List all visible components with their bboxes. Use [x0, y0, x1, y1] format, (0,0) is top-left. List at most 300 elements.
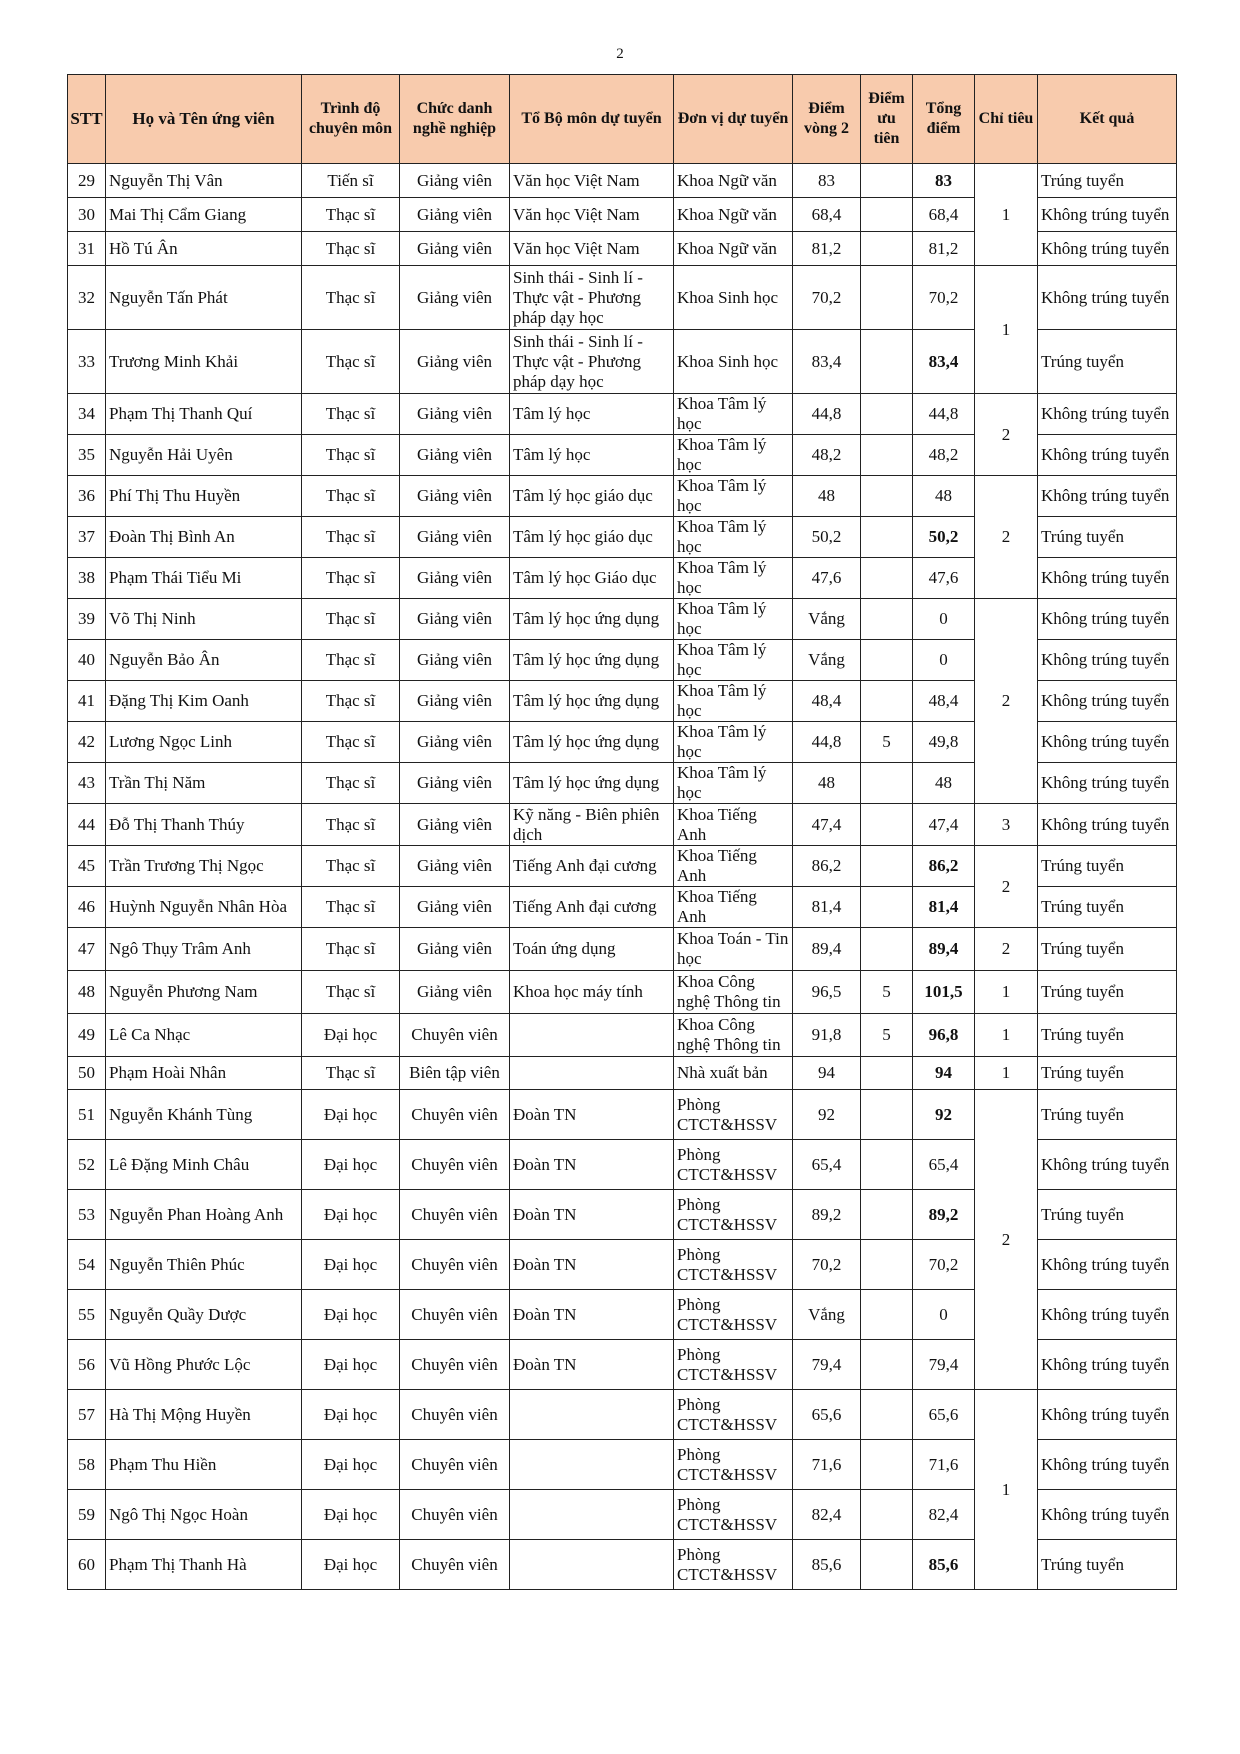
- cell-title: Giảng viên: [400, 232, 510, 266]
- cell-degree: Đại học: [302, 1540, 400, 1590]
- cell-degree: Thạc sĩ: [302, 599, 400, 640]
- cell-total: 83,4: [913, 330, 975, 394]
- cell-subject: Tiếng Anh đại cương: [510, 887, 674, 928]
- cell-score-round2: 71,6: [793, 1440, 861, 1490]
- header-quota: Chỉ tiêu: [975, 75, 1038, 164]
- cell-total: 94: [913, 1057, 975, 1090]
- cell-score-round2: 91,8: [793, 1014, 861, 1057]
- cell-score-round2: 44,8: [793, 394, 861, 435]
- cell-degree: Thạc sĩ: [302, 1057, 400, 1090]
- cell-score-round2: 48: [793, 763, 861, 804]
- cell-name: Đỗ Thị Thanh Thúy: [106, 804, 302, 846]
- cell-result: Không trúng tuyển: [1038, 599, 1177, 640]
- cell-name: Nguyễn Hải Uyên: [106, 435, 302, 476]
- cell-title: Chuyên viên: [400, 1140, 510, 1190]
- cell-score-round2: 86,2: [793, 846, 861, 887]
- cell-total: 48: [913, 763, 975, 804]
- cell-title: Chuyên viên: [400, 1014, 510, 1057]
- cell-subject: Tiếng Anh đại cương: [510, 846, 674, 887]
- cell-degree: Thạc sĩ: [302, 558, 400, 599]
- cell-score-round2: 79,4: [793, 1340, 861, 1390]
- cell-subject: Tâm lý học ứng dụng: [510, 722, 674, 763]
- cell-total: 70,2: [913, 266, 975, 330]
- header-total: Tổng điểm: [913, 75, 975, 164]
- cell-bonus: [861, 394, 913, 435]
- cell-subject: Đoàn TN: [510, 1240, 674, 1290]
- cell-degree: Thạc sĩ: [302, 435, 400, 476]
- cell-name: Ngô Thị Ngọc Hoàn: [106, 1490, 302, 1540]
- cell-score-round2: 96,5: [793, 971, 861, 1014]
- cell-subject: Tâm lý học ứng dụng: [510, 599, 674, 640]
- cell-subject: Tâm lý học giáo dục: [510, 517, 674, 558]
- cell-unit: Khoa Công nghệ Thông tin: [674, 971, 793, 1014]
- cell-stt: 37: [68, 517, 106, 558]
- cell-degree: Thạc sĩ: [302, 722, 400, 763]
- cell-score-round2: 81,4: [793, 887, 861, 928]
- cell-title: Chuyên viên: [400, 1490, 510, 1540]
- cell-stt: 35: [68, 435, 106, 476]
- cell-result: Không trúng tuyển: [1038, 640, 1177, 681]
- cell-score-round2: 65,6: [793, 1390, 861, 1440]
- cell-degree: Đại học: [302, 1140, 400, 1190]
- table-row: [68, 1390, 1177, 1440]
- cell-unit: Khoa Tiếng Anh: [674, 804, 793, 846]
- cell-name: Hồ Tú Ân: [106, 232, 302, 266]
- cell-unit: Khoa Toán - Tin học: [674, 928, 793, 971]
- table-row: [68, 394, 1177, 435]
- cell-result: Trúng tuyển: [1038, 1014, 1177, 1057]
- cell-total: 83: [913, 164, 975, 198]
- cell-quota: 2: [975, 1090, 1038, 1390]
- cell-degree: Thạc sĩ: [302, 928, 400, 971]
- cell-result: Trúng tuyển: [1038, 164, 1177, 198]
- cell-score-round2: 68,4: [793, 198, 861, 232]
- cell-score-round2: 94: [793, 1057, 861, 1090]
- cell-quota: 1: [975, 1057, 1038, 1090]
- cell-subject: Toán ứng dụng: [510, 928, 674, 971]
- cell-stt: 60: [68, 1540, 106, 1590]
- cell-name: Lê Đặng Minh Châu: [106, 1140, 302, 1190]
- cell-name: Nguyễn Quầy Dược: [106, 1290, 302, 1340]
- cell-stt: 30: [68, 198, 106, 232]
- cell-title: Giảng viên: [400, 971, 510, 1014]
- cell-quota: 1: [975, 164, 1038, 266]
- cell-degree: Đại học: [302, 1240, 400, 1290]
- cell-bonus: [861, 198, 913, 232]
- cell-subject: Văn học Việt Nam: [510, 232, 674, 266]
- cell-title: Chuyên viên: [400, 1290, 510, 1340]
- cell-subject: [510, 1057, 674, 1090]
- cell-name: Trương Minh Khải: [106, 330, 302, 394]
- cell-unit: Khoa Tâm lý học: [674, 435, 793, 476]
- cell-unit: Khoa Ngữ văn: [674, 232, 793, 266]
- cell-total: 48,4: [913, 681, 975, 722]
- cell-degree: Đại học: [302, 1440, 400, 1490]
- cell-bonus: [861, 928, 913, 971]
- cell-result: Trúng tuyển: [1038, 1090, 1177, 1140]
- cell-bonus: [861, 558, 913, 599]
- cell-unit: Khoa Ngữ văn: [674, 198, 793, 232]
- cell-score-round2: 83,4: [793, 330, 861, 394]
- cell-score-round2: 81,2: [793, 232, 861, 266]
- cell-subject: Đoàn TN: [510, 1140, 674, 1190]
- cell-bonus: [861, 435, 913, 476]
- cell-unit: Khoa Tiếng Anh: [674, 887, 793, 928]
- cell-bonus: 5: [861, 1014, 913, 1057]
- cell-total: 81,2: [913, 232, 975, 266]
- cell-result: Không trúng tuyển: [1038, 435, 1177, 476]
- cell-score-round2: 89,2: [793, 1190, 861, 1240]
- cell-bonus: [861, 640, 913, 681]
- cell-result: Trúng tuyển: [1038, 846, 1177, 887]
- cell-title: Giảng viên: [400, 558, 510, 599]
- cell-subject: Kỹ năng - Biên phiên dịch: [510, 804, 674, 846]
- cell-quota: 2: [975, 476, 1038, 599]
- cell-quota: 2: [975, 599, 1038, 804]
- cell-result: Không trúng tuyển: [1038, 394, 1177, 435]
- cell-total: 50,2: [913, 517, 975, 558]
- table-row: [68, 476, 1177, 517]
- cell-subject: Tâm lý học Giáo dục: [510, 558, 674, 599]
- cell-bonus: [861, 1190, 913, 1240]
- cell-name: Đặng Thị Kim Oanh: [106, 681, 302, 722]
- cell-stt: 36: [68, 476, 106, 517]
- cell-total: 96,8: [913, 1014, 975, 1057]
- cell-name: Nguyễn Phan Hoàng Anh: [106, 1190, 302, 1240]
- cell-stt: 31: [68, 232, 106, 266]
- cell-title: Giảng viên: [400, 722, 510, 763]
- cell-unit: Phòng CTCT&HSSV: [674, 1240, 793, 1290]
- cell-bonus: [861, 232, 913, 266]
- cell-title: Giảng viên: [400, 640, 510, 681]
- cell-degree: Đại học: [302, 1390, 400, 1440]
- cell-result: Không trúng tuyển: [1038, 232, 1177, 266]
- cell-unit: Phòng CTCT&HSSV: [674, 1290, 793, 1340]
- cell-subject: Tâm lý học ứng dụng: [510, 681, 674, 722]
- cell-bonus: [861, 1390, 913, 1440]
- cell-name: Lương Ngọc Linh: [106, 722, 302, 763]
- cell-stt: 56: [68, 1340, 106, 1390]
- cell-result: Không trúng tuyển: [1038, 804, 1177, 846]
- cell-title: Giảng viên: [400, 804, 510, 846]
- cell-stt: 46: [68, 887, 106, 928]
- cell-subject: Khoa học máy tính: [510, 971, 674, 1014]
- cell-result: Không trúng tuyển: [1038, 1390, 1177, 1440]
- cell-name: Vũ Hồng Phước Lộc: [106, 1340, 302, 1390]
- cell-score-round2: Vắng: [793, 640, 861, 681]
- cell-result: Không trúng tuyển: [1038, 1440, 1177, 1490]
- cell-degree: Thạc sĩ: [302, 394, 400, 435]
- cell-unit: Khoa Tâm lý học: [674, 558, 793, 599]
- cell-score-round2: 85,6: [793, 1540, 861, 1590]
- header-stt: STT: [68, 75, 106, 164]
- cell-subject: Tâm lý học: [510, 435, 674, 476]
- cell-total: 48,2: [913, 435, 975, 476]
- cell-result: Trúng tuyển: [1038, 1190, 1177, 1240]
- cell-unit: Khoa Sinh học: [674, 330, 793, 394]
- cell-bonus: [861, 330, 913, 394]
- cell-name: Phạm Hoài Nhân: [106, 1057, 302, 1090]
- cell-degree: Đại học: [302, 1090, 400, 1140]
- cell-name: Nguyễn Phương Nam: [106, 971, 302, 1014]
- cell-stt: 51: [68, 1090, 106, 1140]
- cell-bonus: [861, 476, 913, 517]
- table-row: [68, 928, 1177, 971]
- cell-total: 92: [913, 1090, 975, 1140]
- cell-name: Lê Ca Nhạc: [106, 1014, 302, 1057]
- cell-title: Chuyên viên: [400, 1190, 510, 1240]
- cell-score-round2: 48: [793, 476, 861, 517]
- cell-total: 0: [913, 599, 975, 640]
- cell-unit: Phòng CTCT&HSSV: [674, 1440, 793, 1490]
- cell-name: Phí Thị Thu Huyền: [106, 476, 302, 517]
- cell-total: 81,4: [913, 887, 975, 928]
- cell-unit: Phòng CTCT&HSSV: [674, 1140, 793, 1190]
- cell-stt: 40: [68, 640, 106, 681]
- cell-unit: Khoa Tâm lý học: [674, 640, 793, 681]
- table-body: [68, 164, 1177, 1590]
- cell-name: Nguyễn Tấn Phát: [106, 266, 302, 330]
- cell-title: Giảng viên: [400, 435, 510, 476]
- cell-stt: 57: [68, 1390, 106, 1440]
- cell-title: Biên tập viên: [400, 1057, 510, 1090]
- cell-unit: Khoa Tâm lý học: [674, 476, 793, 517]
- table-header-row: [68, 75, 1177, 164]
- cell-score-round2: 65,4: [793, 1140, 861, 1190]
- cell-result: Trúng tuyển: [1038, 971, 1177, 1014]
- cell-total: 48: [913, 476, 975, 517]
- cell-degree: Thạc sĩ: [302, 681, 400, 722]
- cell-degree: Thạc sĩ: [302, 640, 400, 681]
- cell-name: Phạm Thị Thanh Hà: [106, 1540, 302, 1590]
- table-row: [68, 599, 1177, 640]
- header-bonus: Điểm ưu tiên: [861, 75, 913, 164]
- cell-degree: Thạc sĩ: [302, 971, 400, 1014]
- cell-unit: Khoa Tâm lý học: [674, 681, 793, 722]
- cell-bonus: [861, 599, 913, 640]
- cell-total: 89,2: [913, 1190, 975, 1240]
- cell-score-round2: 47,6: [793, 558, 861, 599]
- cell-stt: 41: [68, 681, 106, 722]
- cell-score-round2: 89,4: [793, 928, 861, 971]
- cell-title: Chuyên viên: [400, 1540, 510, 1590]
- cell-bonus: [861, 266, 913, 330]
- cell-subject: [510, 1390, 674, 1440]
- cell-bonus: [861, 681, 913, 722]
- cell-unit: Nhà xuất bản: [674, 1057, 793, 1090]
- cell-quota: 2: [975, 846, 1038, 928]
- cell-bonus: [861, 846, 913, 887]
- cell-unit: Khoa Tiếng Anh: [674, 846, 793, 887]
- cell-degree: Thạc sĩ: [302, 846, 400, 887]
- cell-subject: Tâm lý học: [510, 394, 674, 435]
- cell-subject: [510, 1014, 674, 1057]
- cell-total: 65,4: [913, 1140, 975, 1190]
- cell-subject: Đoàn TN: [510, 1190, 674, 1240]
- cell-quota: 3: [975, 804, 1038, 846]
- table-row: [68, 1057, 1177, 1090]
- cell-degree: Thạc sĩ: [302, 517, 400, 558]
- cell-total: 49,8: [913, 722, 975, 763]
- cell-result: Không trúng tuyển: [1038, 476, 1177, 517]
- cell-degree: Đại học: [302, 1490, 400, 1540]
- cell-bonus: [861, 1290, 913, 1340]
- cell-title: Giảng viên: [400, 517, 510, 558]
- cell-bonus: [861, 763, 913, 804]
- cell-name: Mai Thị Cẩm Giang: [106, 198, 302, 232]
- cell-degree: Thạc sĩ: [302, 330, 400, 394]
- cell-result: Không trúng tuyển: [1038, 266, 1177, 330]
- cell-stt: 32: [68, 266, 106, 330]
- cell-stt: 47: [68, 928, 106, 971]
- cell-degree: Tiến sĩ: [302, 164, 400, 198]
- cell-score-round2: 83: [793, 164, 861, 198]
- cell-name: Trần Thị Năm: [106, 763, 302, 804]
- cell-unit: Khoa Tâm lý học: [674, 599, 793, 640]
- cell-result: Trúng tuyển: [1038, 1057, 1177, 1090]
- cell-result: Không trúng tuyển: [1038, 722, 1177, 763]
- cell-title: Chuyên viên: [400, 1390, 510, 1440]
- cell-name: Ngô Thụy Trâm Anh: [106, 928, 302, 971]
- cell-name: Võ Thị Ninh: [106, 599, 302, 640]
- cell-bonus: [861, 804, 913, 846]
- cell-subject: Tâm lý học ứng dụng: [510, 763, 674, 804]
- cell-quota: 2: [975, 394, 1038, 476]
- cell-score-round2: Vắng: [793, 1290, 861, 1340]
- cell-title: Chuyên viên: [400, 1090, 510, 1140]
- table-row: [68, 971, 1177, 1014]
- header-degree: Trình độ chuyên môn: [302, 75, 400, 164]
- cell-bonus: [861, 1140, 913, 1190]
- cell-total: 0: [913, 1290, 975, 1340]
- cell-total: 71,6: [913, 1440, 975, 1490]
- cell-title: Giảng viên: [400, 681, 510, 722]
- cell-unit: Khoa Tâm lý học: [674, 517, 793, 558]
- cell-bonus: [861, 1090, 913, 1140]
- cell-score-round2: 70,2: [793, 266, 861, 330]
- cell-name: Phạm Thu Hiền: [106, 1440, 302, 1490]
- header-name: Họ và Tên ứng viên: [106, 75, 302, 164]
- cell-subject: Sinh thái - Sinh lí - Thực vật - Phương pháp dạy học: [510, 266, 674, 330]
- cell-stt: 44: [68, 804, 106, 846]
- cell-subject: Văn học Việt Nam: [510, 198, 674, 232]
- header-subject: Tổ Bộ môn dự tuyển: [510, 75, 674, 164]
- table-row: [68, 266, 1177, 330]
- cell-degree: Thạc sĩ: [302, 232, 400, 266]
- cell-quota: 1: [975, 1390, 1038, 1590]
- cell-degree: Đại học: [302, 1290, 400, 1340]
- header-title: Chức danh nghề nghiệp: [400, 75, 510, 164]
- cell-quota: 1: [975, 1014, 1038, 1057]
- cell-score-round2: 48,2: [793, 435, 861, 476]
- recruitment-results-table: [67, 74, 1177, 1590]
- cell-stt: 43: [68, 763, 106, 804]
- cell-title: Giảng viên: [400, 394, 510, 435]
- cell-total: 79,4: [913, 1340, 975, 1390]
- cell-stt: 50: [68, 1057, 106, 1090]
- table-row: [68, 164, 1177, 198]
- cell-total: 89,4: [913, 928, 975, 971]
- cell-unit: Phòng CTCT&HSSV: [674, 1390, 793, 1440]
- cell-result: Không trúng tuyển: [1038, 558, 1177, 599]
- cell-stt: 54: [68, 1240, 106, 1290]
- cell-bonus: [861, 164, 913, 198]
- cell-subject: [510, 1540, 674, 1590]
- cell-unit: Khoa Sinh học: [674, 266, 793, 330]
- cell-subject: Tâm lý học ứng dụng: [510, 640, 674, 681]
- cell-total: 85,6: [913, 1540, 975, 1590]
- cell-title: Giảng viên: [400, 763, 510, 804]
- cell-score-round2: 70,2: [793, 1240, 861, 1290]
- cell-total: 47,6: [913, 558, 975, 599]
- cell-bonus: [861, 1440, 913, 1490]
- cell-title: Chuyên viên: [400, 1240, 510, 1290]
- cell-stt: 45: [68, 846, 106, 887]
- header-unit: Đơn vị dự tuyển: [674, 75, 793, 164]
- cell-total: 0: [913, 640, 975, 681]
- cell-subject: Tâm lý học giáo dục: [510, 476, 674, 517]
- table-row: [68, 1014, 1177, 1057]
- cell-bonus: 5: [861, 971, 913, 1014]
- cell-bonus: [861, 1340, 913, 1390]
- cell-result: Không trúng tuyển: [1038, 198, 1177, 232]
- cell-bonus: 5: [861, 722, 913, 763]
- cell-subject: Văn học Việt Nam: [510, 164, 674, 198]
- cell-result: Không trúng tuyển: [1038, 1340, 1177, 1390]
- cell-result: Không trúng tuyển: [1038, 1240, 1177, 1290]
- cell-stt: 48: [68, 971, 106, 1014]
- cell-result: Trúng tuyển: [1038, 517, 1177, 558]
- cell-unit: Khoa Ngữ văn: [674, 164, 793, 198]
- cell-result: Không trúng tuyển: [1038, 763, 1177, 804]
- cell-stt: 59: [68, 1490, 106, 1540]
- cell-name: Đoàn Thị Bình An: [106, 517, 302, 558]
- cell-stt: 39: [68, 599, 106, 640]
- cell-name: Nguyễn Bảo Ân: [106, 640, 302, 681]
- header-score2: Điểm vòng 2: [793, 75, 861, 164]
- cell-result: Trúng tuyển: [1038, 330, 1177, 394]
- cell-name: Hà Thị Mộng Huyền: [106, 1390, 302, 1440]
- cell-degree: Thạc sĩ: [302, 476, 400, 517]
- cell-subject: Đoàn TN: [510, 1090, 674, 1140]
- cell-subject: Sinh thái - Sinh lí - Thực vật - Phương pháp dạy học: [510, 330, 674, 394]
- cell-name: Huỳnh Nguyễn Nhân Hòa: [106, 887, 302, 928]
- cell-unit: Phòng CTCT&HSSV: [674, 1090, 793, 1140]
- cell-result: Trúng tuyển: [1038, 887, 1177, 928]
- cell-title: Giảng viên: [400, 266, 510, 330]
- cell-degree: Đại học: [302, 1340, 400, 1390]
- cell-total: 101,5: [913, 971, 975, 1014]
- cell-bonus: [861, 1240, 913, 1290]
- cell-stt: 58: [68, 1440, 106, 1490]
- cell-title: Chuyên viên: [400, 1340, 510, 1390]
- cell-name: Nguyễn Thị Vân: [106, 164, 302, 198]
- cell-title: Giảng viên: [400, 330, 510, 394]
- cell-unit: Khoa Tâm lý học: [674, 763, 793, 804]
- cell-stt: 53: [68, 1190, 106, 1240]
- cell-total: 68,4: [913, 198, 975, 232]
- cell-bonus: [861, 1490, 913, 1540]
- cell-degree: Thạc sĩ: [302, 198, 400, 232]
- cell-degree: Thạc sĩ: [302, 266, 400, 330]
- cell-name: Nguyễn Khánh Tùng: [106, 1090, 302, 1140]
- cell-title: Giảng viên: [400, 164, 510, 198]
- cell-quota: 2: [975, 928, 1038, 971]
- cell-title: Giảng viên: [400, 846, 510, 887]
- page-number: 2: [616, 46, 624, 62]
- cell-name: Phạm Thái Tiểu Mi: [106, 558, 302, 599]
- cell-name: Phạm Thị Thanh Quí: [106, 394, 302, 435]
